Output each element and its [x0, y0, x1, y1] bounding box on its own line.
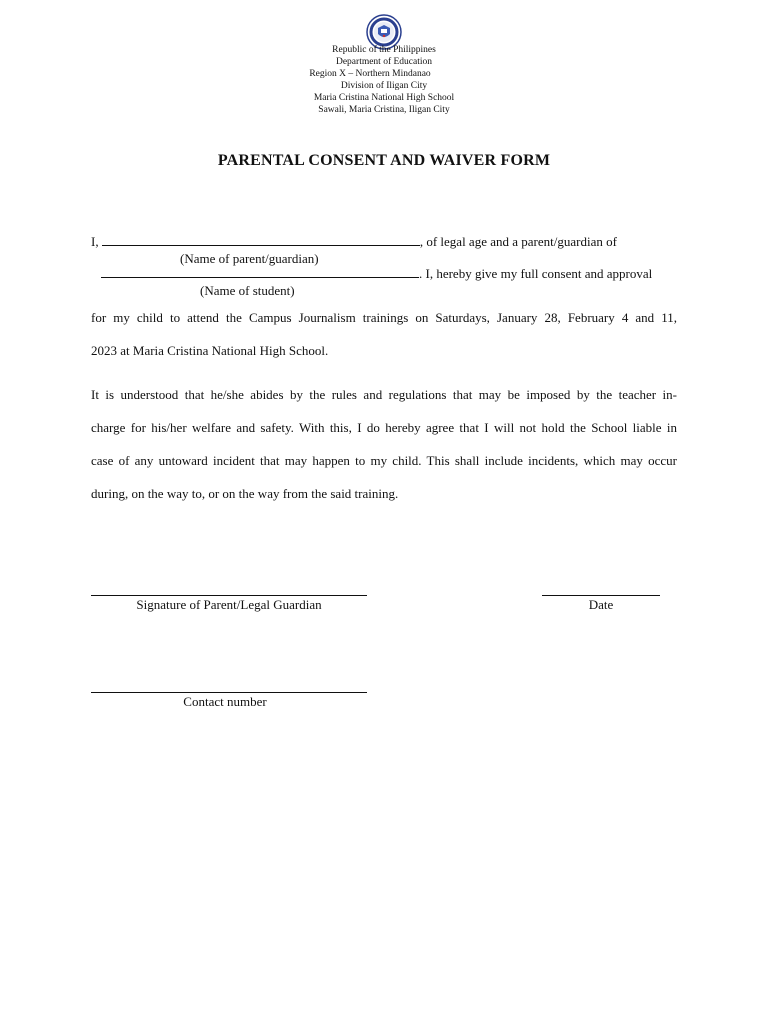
- signature-label: Signature of Parent/Legal Guardian: [136, 597, 322, 612]
- letterhead-department: Department of Education: [335, 57, 433, 67]
- waiver-line-4: during, on the way to, or on the way from the said training.: [91, 486, 399, 501]
- consent-line-parent: [91, 234, 617, 250]
- consent-line-student: [101, 266, 652, 282]
- contact-number-line[interactable]: [91, 692, 367, 693]
- letterhead-division: Division of Iligan City: [340, 81, 428, 91]
- waiver-line-2: charge for his/her welfare and safety. With this, I do hereby agree that I will not hold the School liable in: [91, 420, 677, 435]
- student-name-caption: (Name of student): [200, 283, 295, 298]
- consent-after-student: . I, hereby give my full consent and approval: [419, 266, 653, 281]
- consent-line-3: for my child to attend the Campus Journalism trainings on Saturdays, January 28, February 4 and 11,: [91, 310, 677, 325]
- form-title: PARENTAL CONSENT AND WAIVER FORM: [217, 152, 551, 169]
- waiver-line-1: It is understood that he/she abides by the rules and regulations that may be imposed by the teacher in-: [91, 387, 677, 402]
- date-label: Date: [588, 597, 614, 612]
- letterhead-country: Republic of the Philippines: [332, 45, 436, 55]
- consent-after-parent: , of legal age and a parent/guardian of: [419, 234, 617, 249]
- waiver-line-3: case of any untoward incident that may happen to my child. This shall include incidents, which may occur: [91, 453, 677, 468]
- parent-name-caption: (Name of parent/guardian): [180, 251, 319, 266]
- student-name-blank[interactable]: [101, 266, 419, 278]
- date-line[interactable]: [542, 595, 660, 596]
- contact-number-label: Contact number: [183, 694, 267, 709]
- consent-paragraph-continuation: [91, 301, 677, 367]
- consent-prefix: I,: [91, 234, 102, 249]
- waiver-paragraph: [91, 378, 677, 510]
- letterhead-school: Maria Cristina National High School: [313, 93, 455, 103]
- signature-line[interactable]: [91, 595, 367, 596]
- parent-name-blank[interactable]: [102, 234, 420, 246]
- letterhead: [0, 44, 768, 116]
- consent-line-4: 2023 at Maria Cristina National High School.: [91, 343, 329, 358]
- letterhead-region: Region X – Northern Mindanao: [309, 69, 431, 79]
- letterhead-address: Sawali, Maria Cristina, Iligan City: [318, 105, 450, 115]
